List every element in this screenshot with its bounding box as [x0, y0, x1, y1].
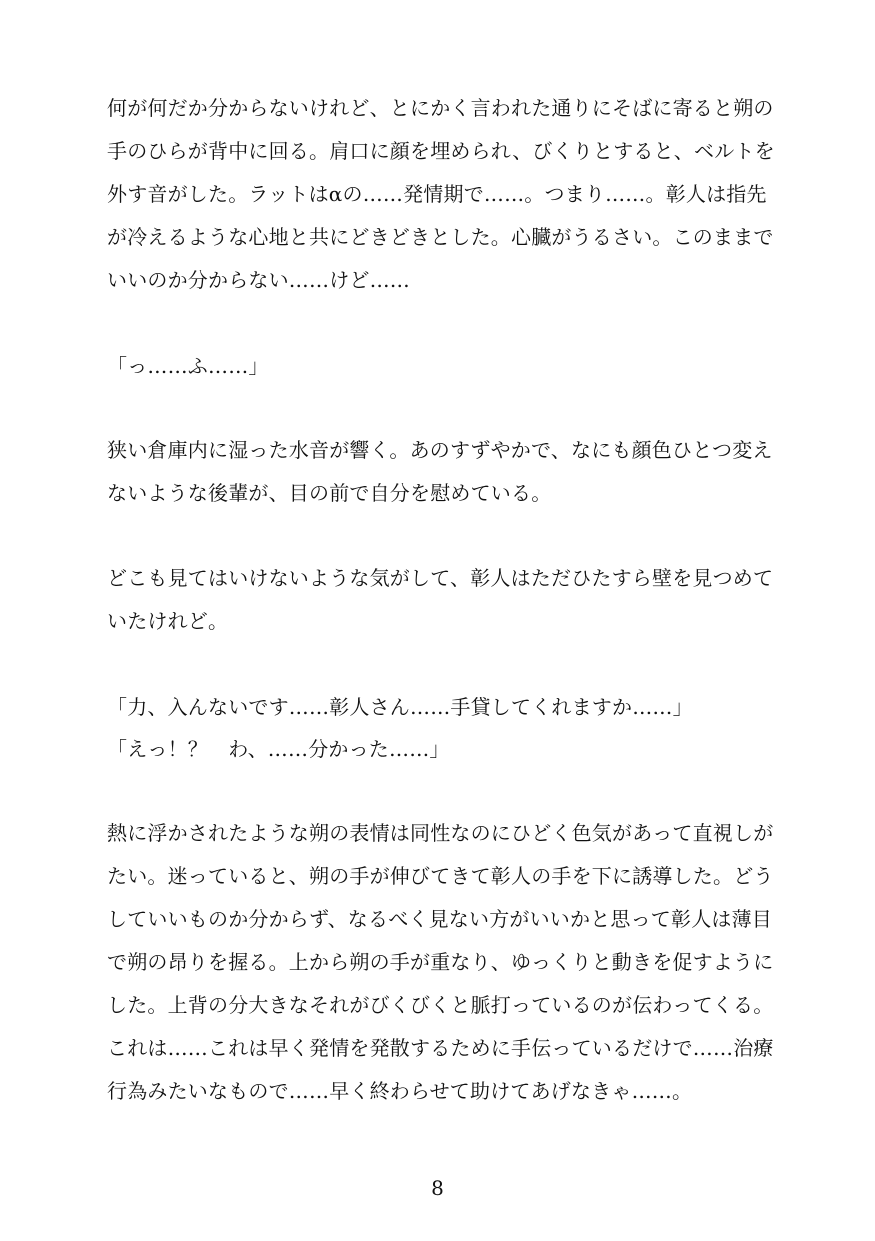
text-line: 何が何だか分からないけれど、とにかく言われた通りにそばに寄ると朔の — [107, 96, 774, 120]
text-line: 行為みたいなもので……早く終わらせて助けてあげなきゃ……。 — [107, 1079, 693, 1103]
text-line: ないような後輩が、目の前で自分を慰めている。 — [107, 481, 552, 505]
text-line: 狭い倉庫内に湿った水音が響く。あのすずやかで、なにも顔色ひとつ変え — [107, 438, 773, 462]
text-line: いいのか分からない……けど…… — [107, 268, 410, 292]
dialogue-line: 「っ……ふ……」 — [107, 354, 269, 378]
page-number: 8 — [431, 1176, 444, 1200]
text-line: 外す音がした。ラットはαの……発情期で……。つまり……。彰人は指先 — [107, 182, 767, 206]
dialogue-line: 「えっ！？ わ、……分かった……」 — [107, 737, 450, 761]
text-line: 熱に浮かされたような朔の表情は同性なのにひどく色気があって直視しが — [107, 821, 774, 845]
text-line: で朔の昂りを握る。上から朔の手が重なり、ゆっくりと動きを促すように — [107, 950, 774, 974]
text-line: が冷えるような心地と共にどきどきとした。心臓がうるさい。このままで — [107, 225, 774, 249]
text-line: たい。迷っていると、朔の手が伸びてきて彰人の手を下に誘導した。どう — [107, 864, 774, 888]
text-line: した。上背の分大きなそれがびくびくと脈打っているのが伝わってくる。 — [107, 993, 774, 1017]
text-line: どこも見てはいけないような気がして、彰人はただひたすら壁を見つめて — [107, 566, 774, 590]
text-line: 手のひらが背中に回る。肩口に顔を埋められ、びくりとすると、ベルトを — [107, 139, 775, 163]
dialogue-line: 「力、入んないです……彰人さん……手貸してくれますか……」 — [107, 695, 693, 719]
text-line: いたけれど。 — [107, 609, 229, 633]
text-line: これは……これは早く発情を発散するために手伝っているだけで……治療 — [107, 1036, 774, 1060]
text-line: していいものか分からず、なるべく見ない方がいいかと思って彰人は薄目 — [107, 907, 772, 931]
